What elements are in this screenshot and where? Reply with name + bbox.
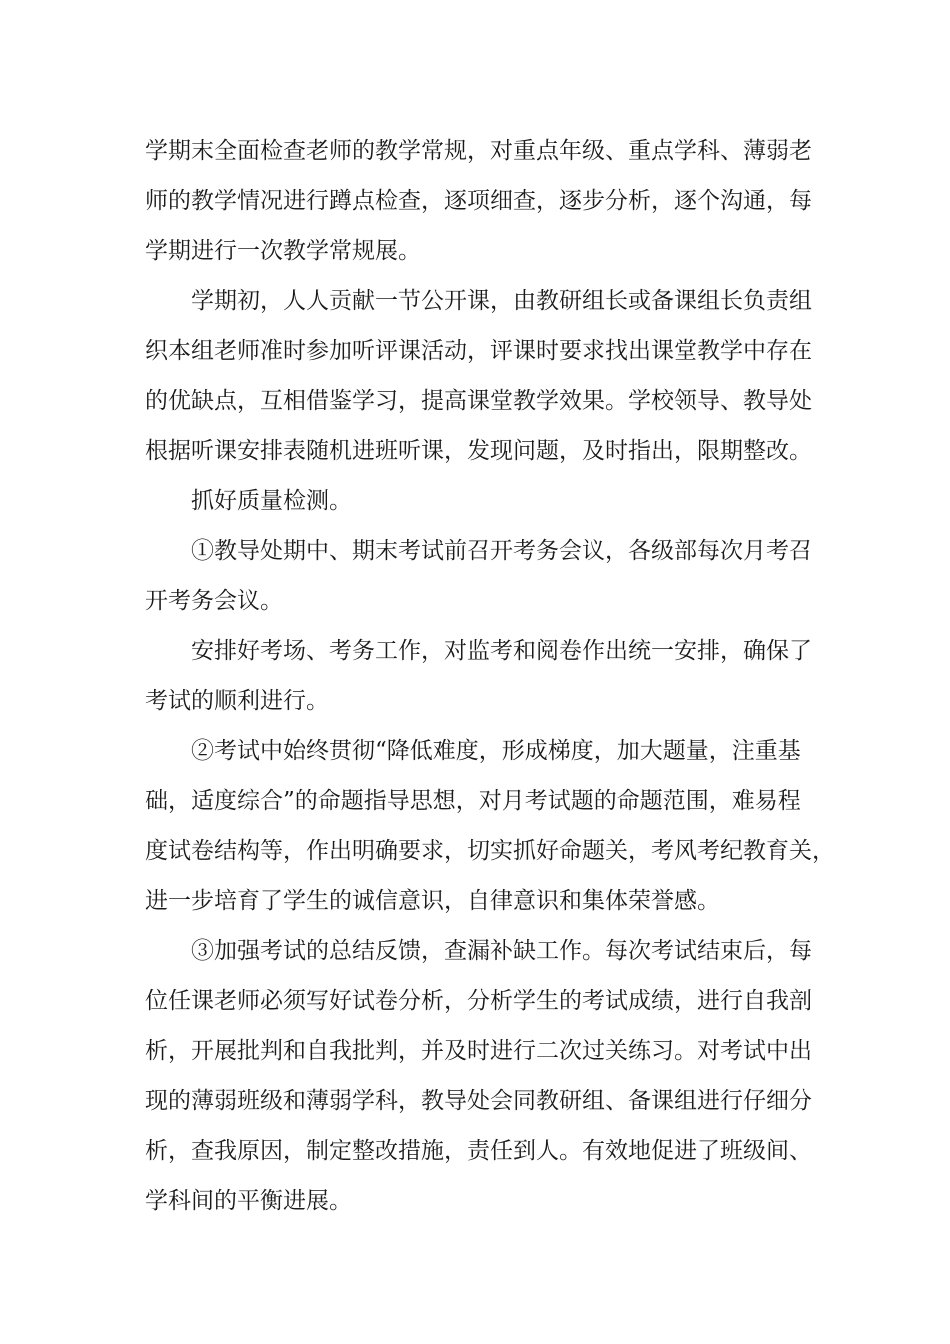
paragraph-6-line-3: 度试卷结构等，作出明确要求，切实抓好命题关，考风考纪教育关， bbox=[145, 838, 835, 864]
paragraph-7-line-4: 现的薄弱班级和薄弱学科，教导处会同教研组、备课组进行仔细分 bbox=[145, 1088, 812, 1114]
paragraph-2-line-2: 织本组老师准时参加听评课活动，评课时要求找出课堂教学中存在 bbox=[145, 338, 812, 364]
paragraph-7-line-1: ③加强考试的总结反馈，查漏补缺工作。每次考试结束后，每 bbox=[191, 938, 812, 964]
paragraph-4-line-2: 开考务会议。 bbox=[145, 588, 283, 614]
paragraph-6-line-4: 进一步培育了学生的诚信意识，自律意识和集体荣誉感。 bbox=[145, 888, 720, 914]
paragraph-4-line-1: ①教导处期中、期末考试前召开考务会议，各级部每次月考召 bbox=[191, 538, 812, 564]
paragraph-7-line-3: 析，开展批判和自我批判，并及时进行二次过关练习。对考试中出 bbox=[145, 1038, 812, 1064]
paragraph-6-line-1: ②考试中始终贯彻“降低难度，形成梯度，加大题量，注重基 bbox=[191, 738, 801, 764]
paragraph-5-line-1: 安排好考场、考务工作，对监考和阅卷作出统一安排，确保了 bbox=[191, 638, 812, 664]
paragraph-2-line-4: 根据听课安排表随机进班听课，发现问题，及时指出，限期整改。 bbox=[145, 438, 812, 464]
paragraph-5-line-2: 考试的顺利进行。 bbox=[145, 688, 329, 714]
paragraph-7-line-2: 位任课老师必须写好试卷分析，分析学生的考试成绩，进行自我剖 bbox=[145, 988, 812, 1014]
paragraph-3-line-1: 抓好质量检测。 bbox=[191, 488, 352, 514]
paragraph-6-line-2: 础，适度综合”的命题指导思想，对月考试题的命题范围，难易程 bbox=[145, 788, 801, 814]
paragraph-1-line-2: 师的教学情况进行蹲点检查，逐项细查，逐步分析，逐个沟通，每 bbox=[145, 188, 812, 214]
paragraph-2-line-3: 的优缺点，互相借鉴学习，提高课堂教学效果。学校领导、教导处 bbox=[145, 388, 812, 414]
paragraph-1-line-1: 学期末全面检查老师的教学常规，对重点年级、重点学科、薄弱老 bbox=[145, 138, 812, 164]
paragraph-7-line-6: 学科间的平衡进展。 bbox=[145, 1188, 352, 1214]
paragraph-2-line-1: 学期初，人人贡献一节公开课，由教研组长或备课组长负责组 bbox=[191, 288, 812, 314]
paragraph-1-line-3: 学期进行一次教学常规展。 bbox=[145, 238, 421, 264]
paragraph-7-line-5: 析，查我原因，制定整改措施，责任到人。有效地促进了班级间、 bbox=[145, 1138, 812, 1164]
